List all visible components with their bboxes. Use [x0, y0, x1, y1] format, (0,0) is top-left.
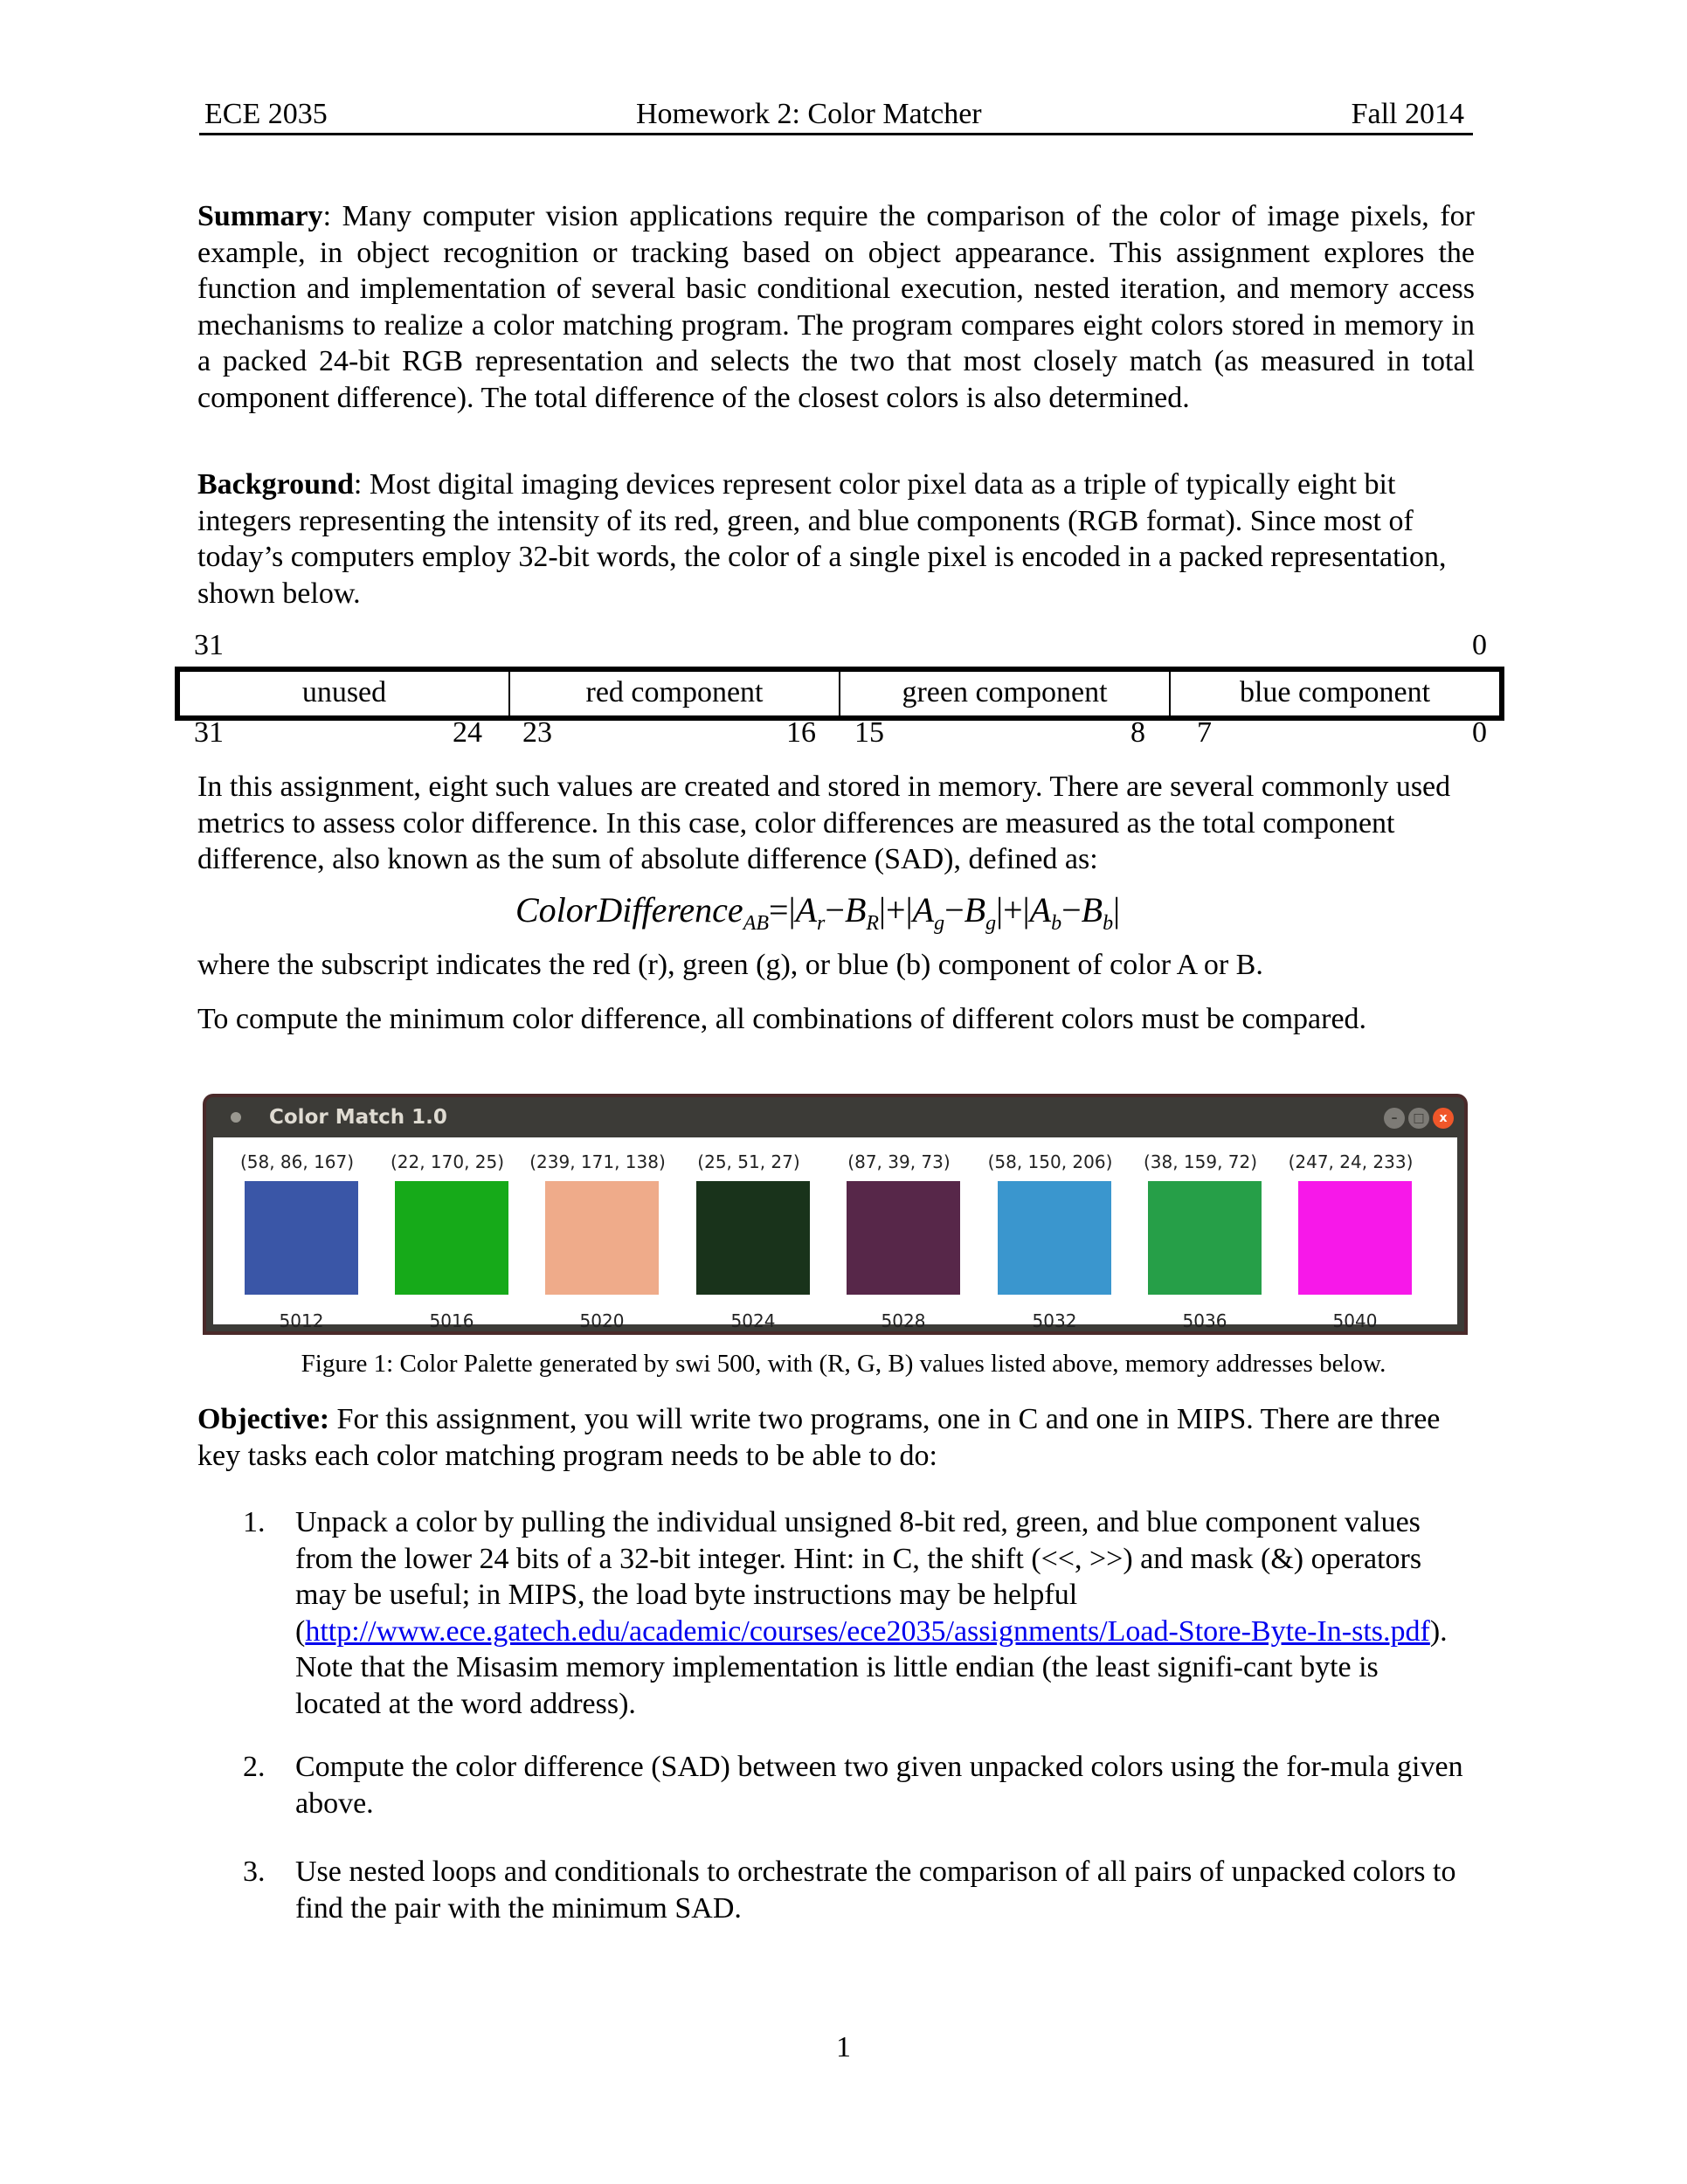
- background-paragraph: [197, 467, 1475, 612]
- color-box: [1298, 1181, 1412, 1295]
- objective-paragraph: [197, 1401, 1475, 1474]
- bit-label: 16: [786, 716, 816, 749]
- bit-label: 8: [1130, 716, 1145, 749]
- formula-term: A: [912, 890, 935, 930]
- term-label: Fall 2014: [1351, 98, 1464, 130]
- color-box: [245, 1181, 358, 1295]
- rgb-label: (239, 171, 138): [529, 1151, 666, 1172]
- address-label: 5028: [881, 1310, 926, 1331]
- formula-lhs: ColorDifference: [515, 890, 743, 930]
- rgb-label: (22, 170, 25): [390, 1151, 505, 1172]
- compute-paragraph: To compute the minimum color difference, all combinations of different colors must be compared.: [197, 1003, 1367, 1035]
- color-box: [998, 1181, 1111, 1295]
- address-label: 5036: [1182, 1310, 1227, 1331]
- maximize-button[interactable]: □: [1408, 1108, 1429, 1129]
- register-bottom-labels: [175, 716, 1503, 751]
- rgb-label: (87, 39, 73): [847, 1151, 951, 1172]
- formula-term: A: [795, 890, 818, 930]
- formula-lhs-sub: AB: [743, 912, 770, 935]
- document-title: Homework 2: Color Matcher: [636, 98, 982, 130]
- rgb-label: (38, 159, 72): [1143, 1151, 1258, 1172]
- page-number: 1: [836, 2031, 851, 2063]
- formula-sub: b: [1051, 912, 1062, 935]
- color-box: [696, 1181, 810, 1295]
- task-text-post: ). Note that the Misasim memory implementation is little endian (the least signifi-cant byte is located at the word address).: [295, 1614, 1448, 1720]
- rgb-label: (25, 51, 27): [697, 1151, 800, 1172]
- task-number: 3.: [243, 1856, 266, 1888]
- formula-term: A: [1029, 890, 1052, 930]
- color-box: [395, 1181, 508, 1295]
- summary-text: : Many computer vision applications require the comparison of the color of image pixels, for example, in object recognition or tracking based on object appearance. This assignment explores the function and implementation of several basic conditional execution, nested iteration, and memory access mechanisms to realize a color matching program. The program compares eight colors stored in memory in a packed 24-bit RGB representation and selects the two that most closely match (as measured in total component difference). The total difference of the closest colors is also determined.: [197, 200, 1475, 414]
- objective-label: Objective:: [197, 1403, 330, 1435]
- palette-area: [213, 1137, 1457, 1331]
- address-label: 5040: [1332, 1310, 1378, 1331]
- bit-label: 31: [194, 716, 224, 749]
- load-store-byte-link[interactable]: http://www.ece.gatech.edu/academic/courses/ece2035/assignments/Load-Store-Byte-In-sts.pdf: [305, 1614, 1430, 1648]
- formula-sub: R: [866, 912, 880, 935]
- field-green: green component: [840, 672, 1171, 715]
- close-button[interactable]: x: [1433, 1108, 1454, 1129]
- packed-rgb-register-diagram: [175, 667, 1504, 721]
- bit-label: 24: [453, 716, 482, 749]
- rgb-label: (58, 150, 206): [987, 1151, 1113, 1172]
- formula-term: B: [964, 890, 986, 930]
- page-header: [199, 98, 1473, 135]
- register-top-labels: [175, 629, 1503, 664]
- bit-label: 23: [522, 716, 552, 749]
- color-box: [847, 1181, 960, 1295]
- summary-label: Summary: [197, 200, 323, 232]
- objective-text: For this assignment, you will write two programs, one in C and one in MIPS. There are three key tasks each color matching program needs to be able to do:: [197, 1403, 1441, 1472]
- app-icon: [231, 1112, 241, 1123]
- field-blue: blue component: [1239, 676, 1431, 708]
- window-title: Color Match 1.0: [269, 1106, 447, 1129]
- task-text: [295, 1504, 1466, 1723]
- figure-caption: Figure 1: Color Palette generated by swi 500, with (R, G, B) values listed above, memory addresses below.: [301, 1350, 1386, 1378]
- formula-term: B: [844, 890, 867, 930]
- course-label: ECE 2035: [204, 98, 328, 130]
- address-label: 5032: [1032, 1310, 1077, 1331]
- formula-sub: g: [985, 912, 997, 935]
- bit-label: 7: [1197, 716, 1212, 749]
- task-text: Use nested loops and conditionals to orchestrate the comparison of all pairs of unpacked colors to find the pair with the minimum SAD.: [295, 1856, 1456, 1925]
- background-label: Background: [197, 468, 354, 501]
- formula-sub: r: [817, 912, 826, 935]
- formula-term: B: [1081, 890, 1103, 930]
- formula-sub: g: [934, 912, 945, 935]
- formula-equals: =: [769, 890, 789, 930]
- bit-label: 0: [1472, 629, 1487, 661]
- minimize-button[interactable]: –: [1384, 1108, 1405, 1129]
- address-label: 5020: [579, 1310, 625, 1331]
- sad-paragraph: In this assignment, eight such values are created and stored in memory. There are several commonly used metrics to assess color difference. In this case, color differences are measured as the total component difference, also known as the sum of absolute difference (SAD), defined as:: [197, 771, 1451, 876]
- color-box: [545, 1181, 659, 1295]
- sad-formula: $ColorDifference_{AB}=|A_r-B_R|+|A_g-B_g|+|A_b-B_b|$: [515, 890, 1121, 935]
- color-match-window: [206, 1097, 1464, 1331]
- formula-sub: b: [1103, 912, 1114, 935]
- rgb-label: (58, 86, 167): [239, 1151, 355, 1172]
- task-number: 1.: [243, 1506, 266, 1538]
- task-text-pre: Unpack a color by pulling the individual unsigned 8-bit red, green, and blue component values from the lower 24 bits of a 32-bit integer. Hint: in C, the shift (<<, >>) and mask (&) operators may be useful; in MIPS, the load byte instructions may be helpful (: [295, 1506, 1422, 1648]
- summary-paragraph: [197, 198, 1475, 417]
- bit-label: 15: [854, 716, 884, 749]
- background-text: : Most digital imaging devices represent color pixel data as a triple of typically eight bit integers representing the intensity of its red, green, and blue components (RGB format). Since most of today’s computers employ 32-bit words, the color of a single pixel is encoded in a packed representation, shown below.: [197, 468, 1447, 610]
- address-label: 5024: [730, 1310, 776, 1331]
- rgb-label: (247, 24, 233): [1288, 1151, 1414, 1172]
- window-titlebar[interactable]: [206, 1097, 1464, 1137]
- bit-label: 0: [1472, 716, 1487, 749]
- task-number: 2.: [243, 1751, 266, 1783]
- bit-label: 31: [194, 629, 224, 661]
- color-box: [1148, 1181, 1262, 1295]
- field-unused: unused: [180, 672, 510, 715]
- address-label: 5016: [429, 1310, 474, 1331]
- address-label: 5012: [279, 1310, 324, 1331]
- task-text: Compute the color difference (SAD) between two given unpacked colors using the for-mula given above.: [295, 1751, 1463, 1820]
- where-paragraph: where the subscript indicates the red (r), green (g), or blue (b) component of color A or B.: [197, 949, 1263, 981]
- field-red: red component: [510, 672, 840, 715]
